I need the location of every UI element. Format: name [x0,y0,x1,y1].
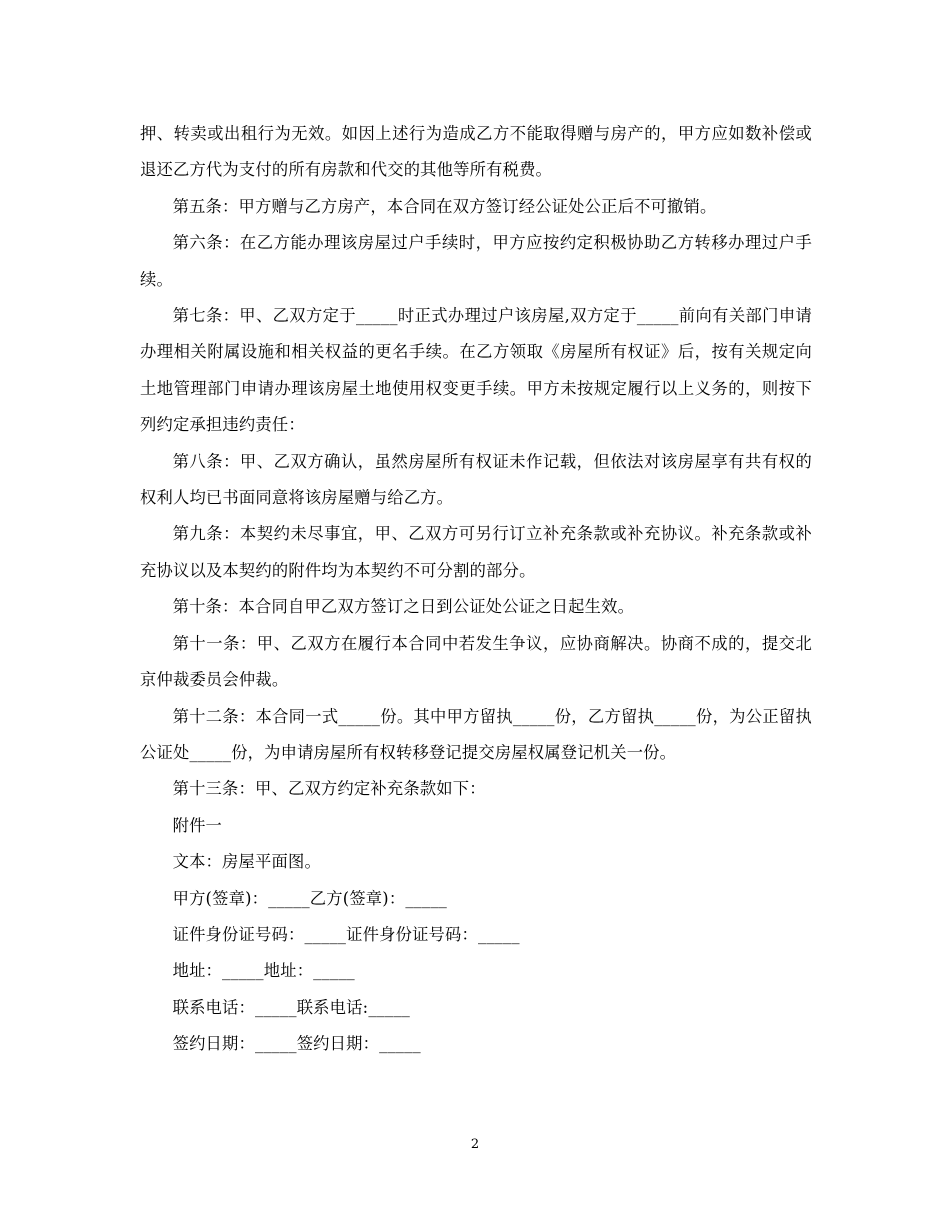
signing-date-line: 签约日期：_____签约日期：_____ [172,1034,421,1054]
attachment-heading: 附件一 [172,815,223,835]
paragraph-article-8: 第八条：甲、乙双方确认，虽然房屋所有权证未作记载，但依法对该房屋享有共有权的权利人均已书面同意将该房屋赠与给乙方。 [140,451,812,508]
paragraph-article-11: 第十一条：甲、乙双方在履行本合同中若发生争议，应协商解决。协商不成的，提交北京仲裁委员会仲裁。 [140,633,812,690]
paragraph-article-5: 第五条：甲方赠与乙方房产，本合同在双方签订经公证处公正后不可撤销。 [172,196,717,216]
document-body [140,116,812,1063]
paragraph-continuation: 押、转卖或出租行为无效。如因上述行为造成乙方不能取得赠与房产的，甲方应如数补偿或退还乙方代为支付的所有房款和代交的其他等所有税费。 [140,124,812,180]
phone-line: 联系电话：_____联系电话:_____ [172,997,411,1017]
attachment-text: 文本：房屋平面图。 [172,852,321,872]
page-number: 2 [470,1137,480,1152]
signature-line: 甲方(签章)：_____乙方(签章)：_____ [172,888,448,908]
paragraph-article-10: 第十条：本合同自甲乙双方签订之日到公证处公证之日起生效。 [172,597,635,617]
paragraph-article-6: 第六条：在乙方能办理该房屋过户手续时，甲方应按约定积极协助乙方转移办理过户手续。 [140,233,812,289]
paragraph-article-12: 第十二条：本合同一式_____份。其中甲方留执_____份，乙方留执_____份，为公正留执公证处_____份，为申请房屋所有权转移登记提交房屋权属登记机关一份。 [140,706,812,762]
paragraph-article-13: 第十三条：甲、乙双方约定补充条款如下： [172,779,486,799]
paragraph-article-7: 第七条：甲、乙双方定于_____时正式办理过户该房屋,双方定于_____前向有关部门申请办理相关附属设施和相关权益的更名手续。在乙方领取《房屋所有权证》后，按有关规定向土地管理部门申请办理该房屋土地使用权变更手续。甲方未按规定履行以上义务的，则按下列约定承担违约责任： [140,306,812,435]
paragraph-article-9: 第九条：本契约未尽事宜，甲、乙双方可另行订立补充条款或补充协议。补充条款或补充协议以及本契约的附件均为本契约不可分割的部分。 [140,524,812,580]
id-number-line: 证件身份证号码：_____证件身份证号码：_____ [172,924,520,944]
address-line: 地址：_____地址：_____ [172,961,355,981]
